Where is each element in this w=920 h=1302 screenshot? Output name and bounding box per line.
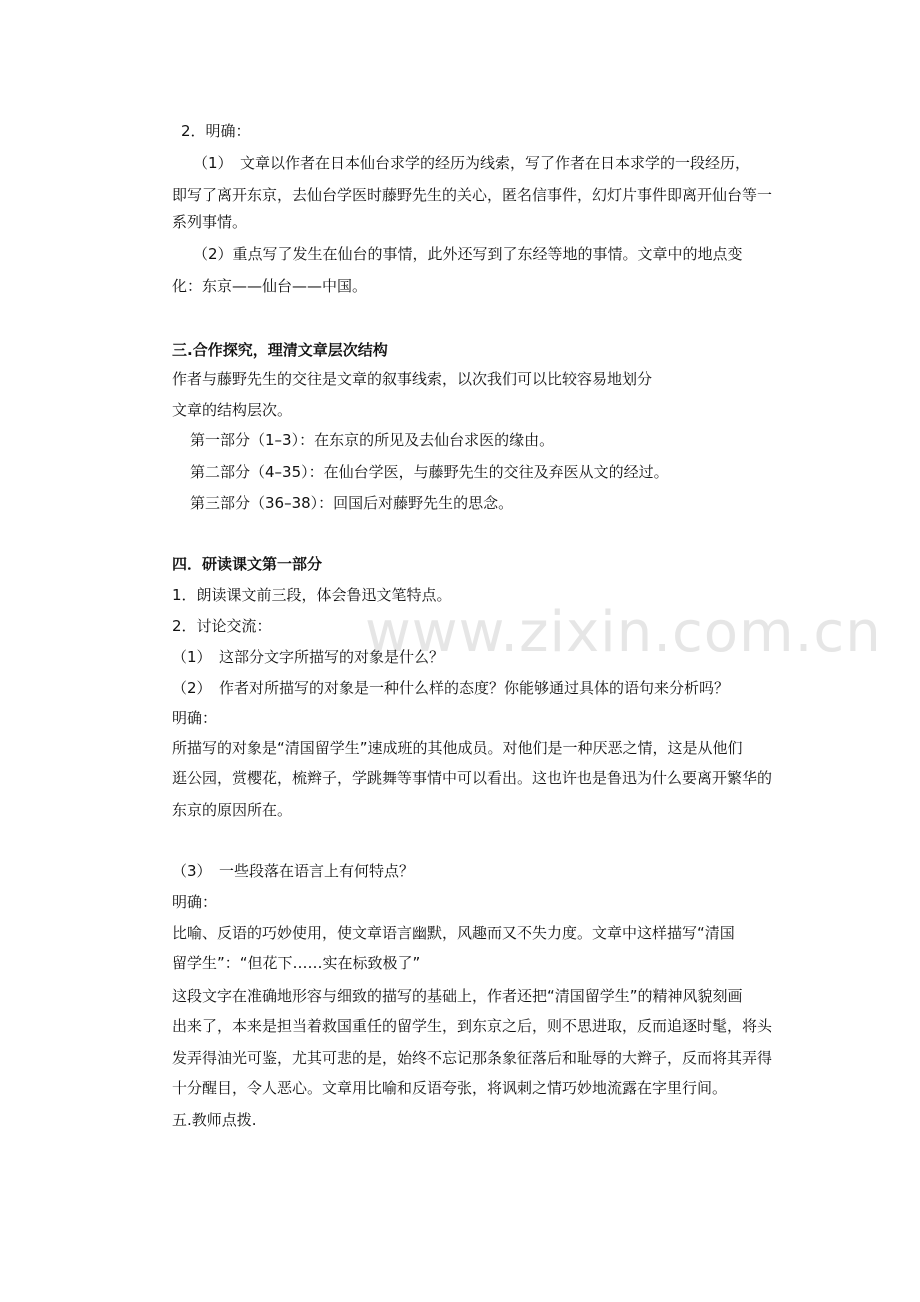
section-heading-3: 三.合作探究，理清文章层次结构 (172, 341, 388, 359)
question-item: （1） 这部分文字所描写的对象是什么？ (172, 648, 445, 666)
structure-part-1: 第一部分（1–3）：在东京的所见及去仙台求医的缘由。 (190, 431, 555, 449)
paragraph-line: 东京的原因所在。 (172, 801, 293, 819)
section-heading-5: 五.教师点拨. (172, 1111, 257, 1129)
paragraph-line: 化：东京——仙台——中国。 (172, 277, 368, 295)
paragraph-line: 作者与藤野先生的交往是文章的叙事线索，以次我们可以比较容易地划分 (172, 370, 653, 388)
paragraph-line: 文章的结构层次。 (172, 401, 293, 419)
structure-part-2: 第二部分（4–35）：在仙台学医，与藤野先生的交往及弃医从文的经过。 (190, 463, 669, 481)
paragraph-line: 所描写的对象是“清国留学生”速成班的其他成员。对他们是一种厌恶之情，这是从他们 (172, 739, 743, 757)
paragraph-line: （1） 文章以作者在日本仙台求学的经历为线索，写了作者在日本求学的一段经历， (193, 154, 751, 172)
answer-heading: 2．明确： (181, 122, 251, 140)
paragraph-line: 十分醒目，令人恶心。文章用比喻和反语夸张，将讽刺之情巧妙地流露在字里行间。 (172, 1079, 728, 1097)
paragraph-line: 比喻、反语的巧妙使用，使文章语言幽默，风趣而又不失力度。文章中这样描写“清国 (172, 924, 735, 942)
list-item: 1．朗读课文前三段，体会鲁迅文笔特点。 (172, 586, 452, 604)
answer-label: 明确： (172, 893, 218, 911)
question-item: （3） 一些段落在语言上有何特点？ (172, 862, 415, 880)
structure-part-3: 第三部分（36–38）：回国后对藤野先生的思念。 (190, 494, 514, 512)
paragraph-line: 逛公园，赏樱花，梳辫子，学跳舞等事情中可以看出。这也许也是鲁迅为什么要离开繁华的 (172, 769, 773, 787)
paragraph-line: 这段文字在准确地形容与细致的描写的基础上，作者还把“清国留学生”的精神风貌刻画 (172, 987, 743, 1005)
paragraph-line: （2）重点写了发生在仙台的事情，此外还写到了东经等地的事情。文章中的地点变 (193, 245, 743, 263)
paragraph-line: 出来了，本来是担当着救国重任的留学生，到东京之后，则不思进取，反而追逐时髦，将头 (172, 1017, 773, 1035)
question-item: （2） 作者对所描写的对象是一种什么样的态度？你能够通过具体的语句来分析吗？ (172, 679, 730, 697)
paragraph-line: 留学生”：“但花下……实在标致极了” (172, 954, 421, 972)
list-item: 2．讨论交流： (172, 617, 272, 635)
section-heading-4: 四．研读课文第一部分 (172, 555, 323, 573)
paragraph-line: 系列事情。 (172, 213, 248, 231)
paragraph-line: 发弄得油光可鉴，尤其可悲的是，始终不忘记那条象征落后和耻辱的大辫子，反而将其弄得 (172, 1049, 773, 1067)
watermark: www.zixin.com.cn (365, 600, 882, 665)
answer-label: 明确： (172, 709, 218, 727)
paragraph-line: 即写了离开东京，去仙台学医时藤野先生的关心，匿名信事件，幻灯片事件即离开仙台等一 (172, 186, 773, 204)
